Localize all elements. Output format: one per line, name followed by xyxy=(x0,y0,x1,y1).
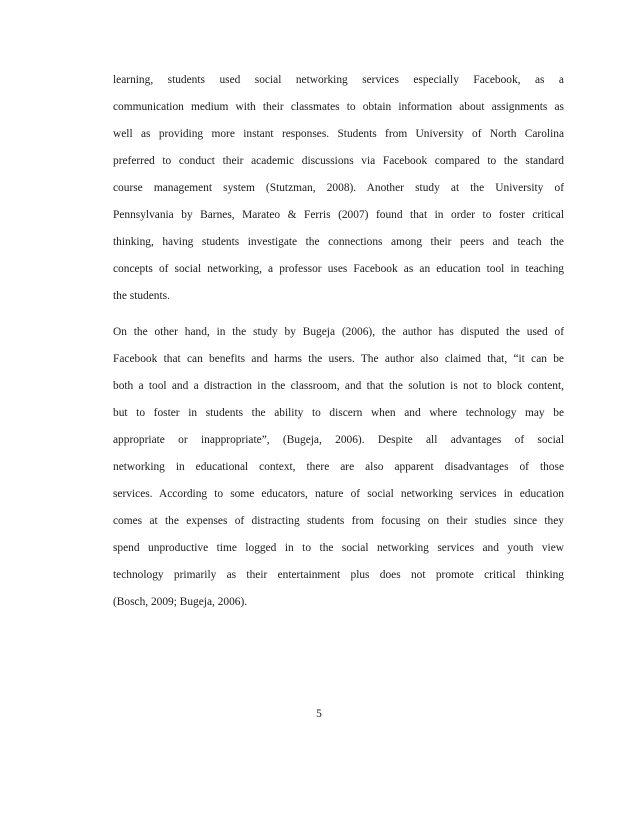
paragraph-1-line-4: preferred to conduct their academic discussions via Facebook compared to the standard xyxy=(113,155,564,167)
paragraph-2-line-10: technology primarily as their entertainment plus does not promote critical thinking xyxy=(113,569,564,581)
paragraph-2-line-11: (Bosch, 2009; Bugeja, 2006). xyxy=(113,596,248,608)
paragraph-2-line-6: networking in educational context, there are also apparent disadvantages of those xyxy=(113,461,564,473)
paragraph-2-line-9: spend unproductive time logged in to the social networking services and youth view xyxy=(113,542,564,554)
paragraph-2-line-1: On the other hand, in the study by Bugeja (2006), the author has disputed the used of xyxy=(113,326,564,338)
paragraph-1-line-5: course management system (Stutzman, 2008). Another study at the University of xyxy=(113,182,564,194)
paragraph-1-line-9: the students. xyxy=(113,290,170,302)
paragraph-2-line-3: both a tool and a distraction in the classroom, and that the solution is not to block content, xyxy=(113,380,564,392)
paragraph-2-line-2: Facebook that can benefits and harms the users. The author also claimed that, “it can be xyxy=(113,353,564,365)
paragraph-1-line-7: thinking, having students investigate the connections among their peers and teach the xyxy=(113,236,564,248)
paragraph-1-line-1: learning, students used social networking services especially Facebook, as a xyxy=(113,74,564,86)
paragraph-1-line-6: Pennsylvania by Barnes, Marateo & Ferris (2007) found that in order to foster critical xyxy=(113,209,564,221)
page-number: 5 xyxy=(316,708,322,720)
paragraph-2-line-8: comes at the expenses of distracting students from focusing on their studies since they xyxy=(113,515,564,527)
paragraph-1-line-8: concepts of social networking, a professor uses Facebook as an education tool in teaching xyxy=(113,263,564,275)
paragraph-2-line-5: appropriate or inappropriate”, (Bugeja, 2006). Despite all advantages of social xyxy=(113,434,564,446)
paragraph-2-line-4: but to foster in students the ability to discern when and where technology may be xyxy=(113,407,564,419)
paragraph-1-line-2: communication medium with their classmates to obtain information about assignments as xyxy=(113,101,564,113)
paragraph-1-line-3: well as providing more instant responses. Students from University of North Carolina xyxy=(113,128,564,140)
paragraph-2-line-7: services. According to some educators, nature of social networking services in education xyxy=(113,488,564,500)
